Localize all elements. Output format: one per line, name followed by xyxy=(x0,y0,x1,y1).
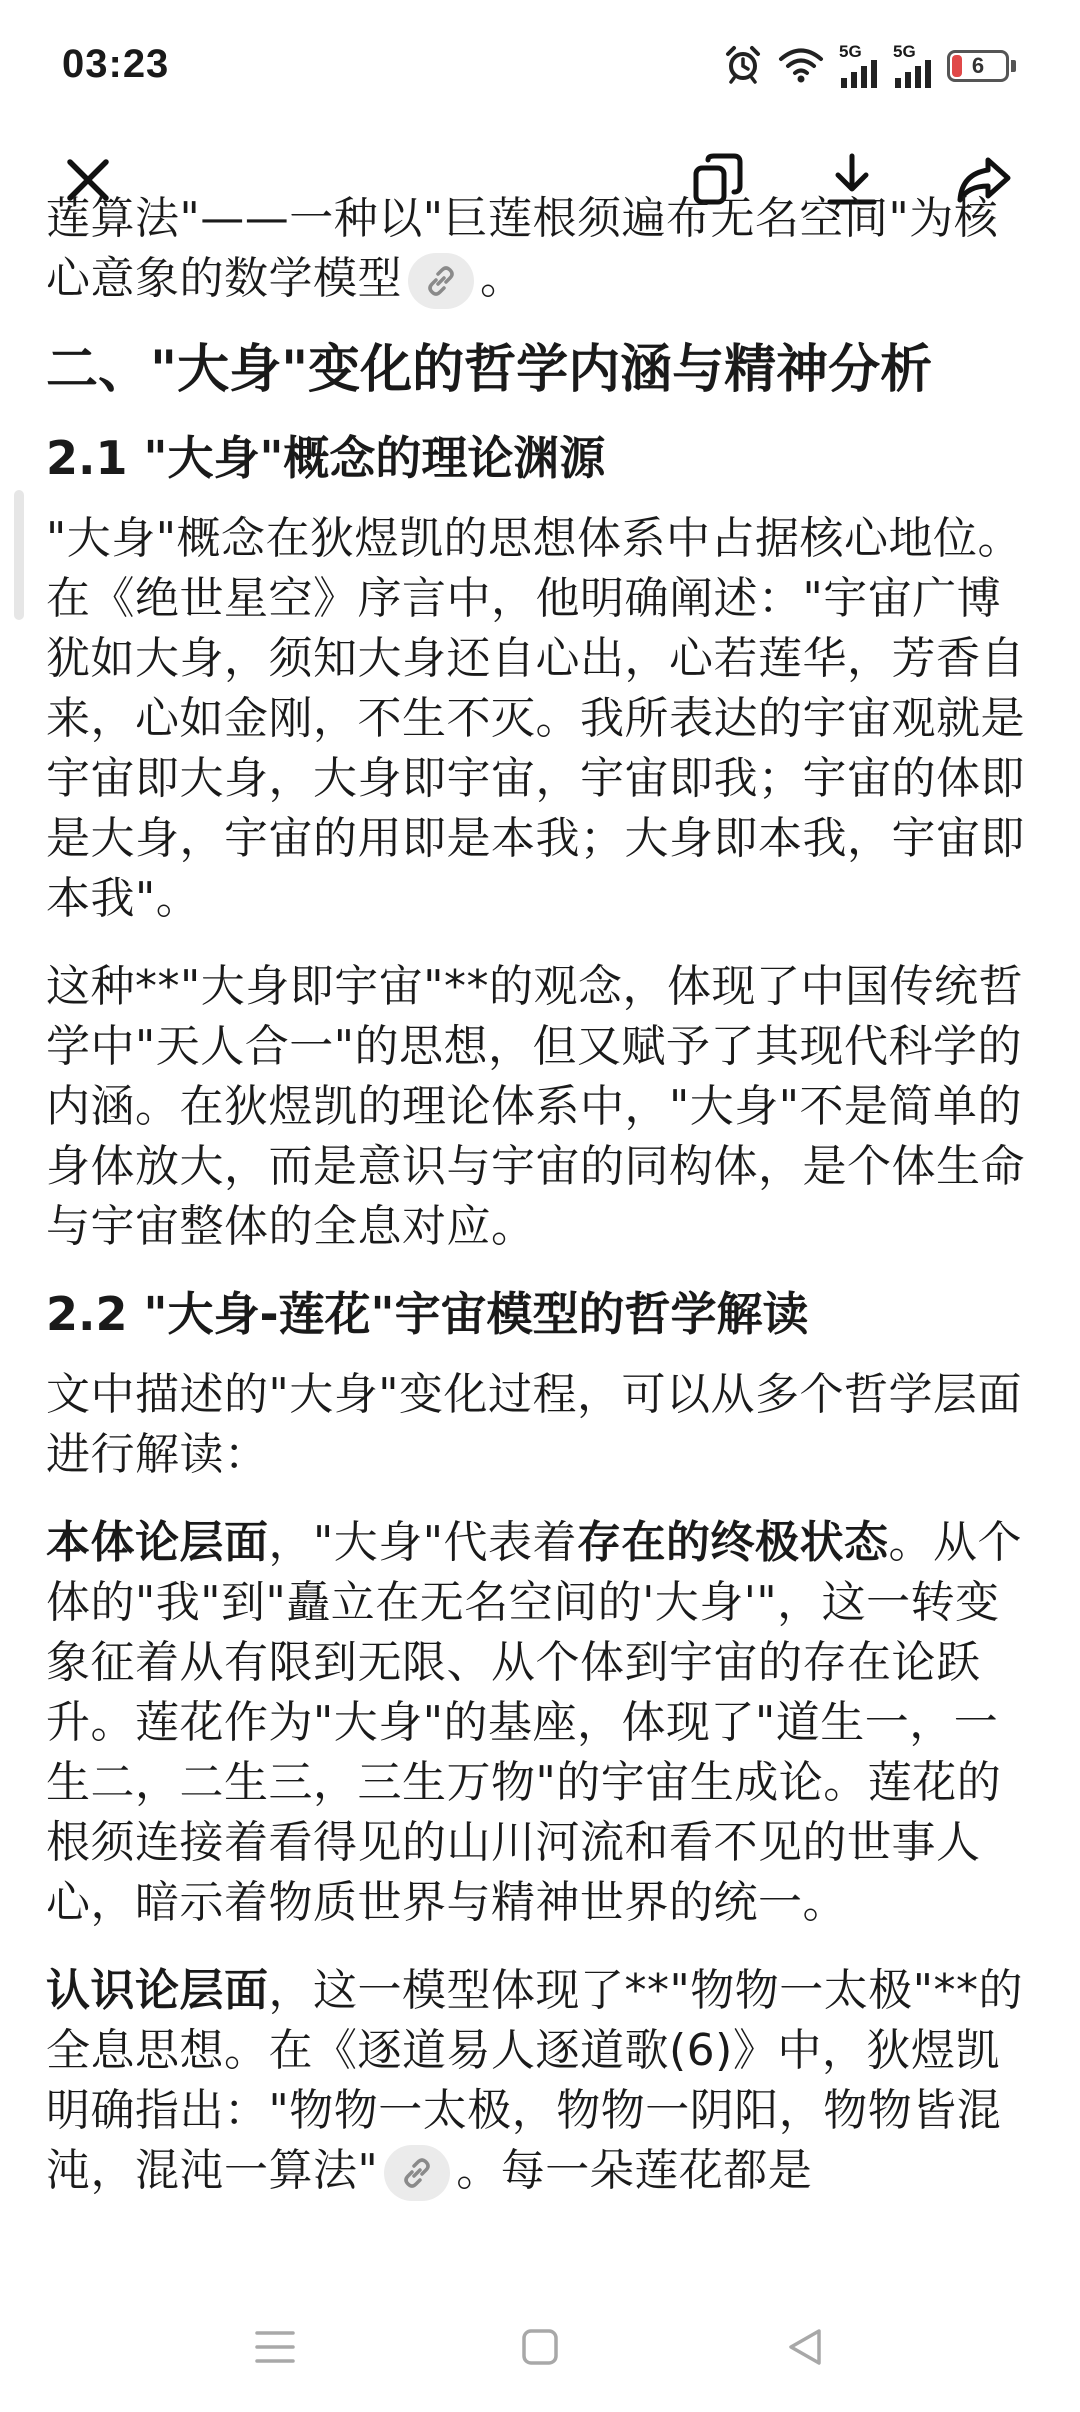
wifi-icon xyxy=(777,44,825,88)
subsection-heading: 2.2 "大身-莲花"宇宙模型的哲学解读 xyxy=(46,1287,809,1341)
link-icon xyxy=(424,264,458,298)
paragraph-text: 莲算法"——一种以"巨莲根须遍布无名空间"为核心意象的数学模型 xyxy=(46,193,999,304)
battery-level xyxy=(952,55,962,77)
paragraph xyxy=(46,189,1036,309)
back-icon xyxy=(783,2325,827,2369)
navigation-bar xyxy=(0,2282,1080,2412)
signal-icon xyxy=(839,44,879,88)
link-button[interactable] xyxy=(384,2145,450,2201)
link-button[interactable] xyxy=(408,253,474,309)
paragraph-text: ，这一模型体现了**"物物一太极"**的全息思想。在《逐道易人逐道歌(6)》中，狄煜凯明确指出："物物一太极，物物一阴阳，物物皆混沌，混沌一算法" xyxy=(46,1965,1023,2196)
battery-icon xyxy=(947,50,1009,82)
recent-apps-button[interactable] xyxy=(240,2312,310,2382)
paragraph: 文中描述的"大身"变化过程，可以从多个哲学层面进行解读： xyxy=(46,1369,1022,1480)
paragraph: 这种**"大身即宇宙"**的观念，体现了中国传统哲学中"天人合一"的思想，但又赋予了其现代科学的内涵。在狄煜凯的理论体系中，"大身"不是简单的身体放大，而是意识与宇宙的同构体，是个体生命与宇宙整体的全息对应。 xyxy=(46,961,1025,1252)
scroll-handle[interactable] xyxy=(14,490,24,620)
bold-term: 本体论层面 xyxy=(46,1517,269,1568)
paragraph-text: ，"大身"代表着 xyxy=(268,1517,577,1568)
paragraph-text: 。 xyxy=(480,253,525,304)
bold-term: 认识论层面 xyxy=(46,1965,269,2016)
subsection-heading: 2.1 "大身"概念的理论渊源 xyxy=(46,431,606,485)
paragraph: "大身"概念在狄煜凯的思想体系中占据核心地位。在《绝世星空》序言中，他明确阐述："宇宙广博犹如大身，须知大身还自心出，心若莲华，芳香自来，心如金刚，不生不灭。我所表达的宇宙观就是宇宙即大身，大身即宇宙，宇宙即我；宇宙的体即是大身，宇宙的用即是本我；大身即本我，宇宙即本我"。 xyxy=(46,513,1025,924)
status-bar xyxy=(0,0,1080,130)
home-button[interactable] xyxy=(505,2312,575,2382)
home-icon xyxy=(520,2327,560,2367)
paragraph xyxy=(46,1513,1036,1933)
battery-tip xyxy=(1011,60,1016,72)
menu-icon xyxy=(253,2327,297,2367)
signal-5g-label: 5G xyxy=(839,42,862,61)
bold-term: 存在的终极状态 xyxy=(576,1517,889,1568)
battery-percent: 6 xyxy=(971,53,985,78)
signal-icon xyxy=(893,44,933,88)
alarm-icon xyxy=(723,44,763,88)
article-content[interactable] xyxy=(46,193,1036,2276)
article-body xyxy=(46,189,1036,2229)
back-button[interactable] xyxy=(770,2312,840,2382)
paragraph-text: 。每一朵莲花都是 xyxy=(456,2145,813,2196)
paragraph xyxy=(46,1961,1036,2201)
signal-5g-label: 5G xyxy=(893,42,916,61)
paragraph-text: 。从个体的"我"到"矗立在无名空间的'大身'"，这一转变象征着从有限到无限、从个体到宇宙的存在论跃升。莲花作为"大身"的基座，体现了"道生一，一生二，二生三，三生万物"的宇宙生成论。莲花的根须连接着看得见的山川河流和看不见的世事人心，暗示着物质世界与精神世界的统一。 xyxy=(46,1517,1022,1928)
status-time: 03:23 xyxy=(62,42,170,86)
link-icon xyxy=(400,2156,434,2190)
status-icons xyxy=(723,44,1016,88)
section-heading: 二、"大身"变化的哲学内涵与精神分析 xyxy=(46,340,933,400)
